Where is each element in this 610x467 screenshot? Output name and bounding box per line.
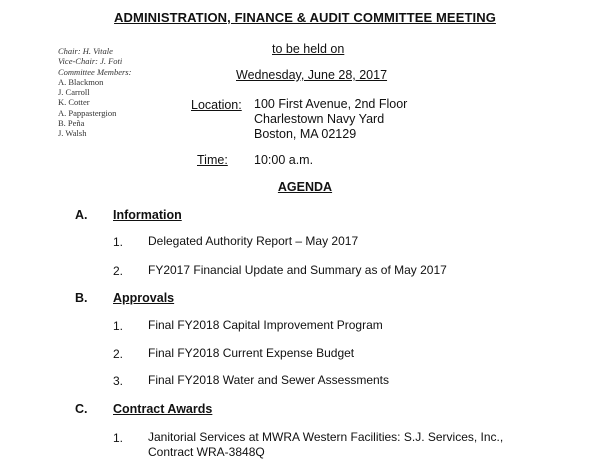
location-address [254,97,407,142]
agenda-item: Final FY2018 Capital Improvement Program [148,318,383,332]
item-number: 2. [113,264,124,278]
member-name: B. Peña [58,118,85,129]
meeting-date: Wednesday, June 28, 2017 [236,68,388,82]
member-name: K. Cotter [58,97,90,108]
agenda-item-line: Contract WRA-3848Q [148,445,265,459]
agenda-item: FY2017 Financial Update and Summary as of May 2017 [148,263,447,277]
item-number: 2. [113,347,124,361]
item-number: 3. [113,374,124,388]
section-letter: B. [75,291,88,305]
agenda-item [148,430,503,460]
page-title: ADMINISTRATION, FINANCE & AUDIT COMMITTEE MEETING [114,10,496,25]
member-name: J. Carroll [58,87,90,98]
section-letter: C. [75,402,88,416]
agenda-item-line: Janitorial Services at MWRA Western Facilities: S.J. Services, Inc., [148,430,504,444]
item-number: 1. [113,431,124,445]
agenda-item: Final FY2018 Water and Sewer Assessments [148,373,389,387]
member-name: A. Blackmon [58,76,104,87]
time-label: Time: [197,153,228,167]
item-number: 1. [113,319,124,333]
location-label: Location: [191,98,242,112]
location-line: 100 First Avenue, 2nd Floor [254,97,408,111]
section-letter: A. [75,208,88,222]
location-line: Charlestown Navy Yard [254,112,385,126]
item-number: 1. [113,235,124,249]
member-name: J. Walsh [58,128,87,139]
committee-members [58,46,131,139]
section-title: Approvals [113,291,175,305]
location-line: Boston, MA 02129 [254,127,357,141]
vice-chair: Vice-Chair: J. Foti [58,56,123,67]
chair: Chair: H. Vitale [58,46,113,56]
meeting-time: 10:00 a.m. [254,153,314,167]
members-label: Committee Members: [58,66,132,77]
agenda-item: Final FY2018 Current Expense Budget [148,346,355,360]
member-name: A. Pappastergion [58,107,117,118]
section-title: Information [113,208,182,222]
section-title: Contract Awards [113,402,213,416]
held-on-text: to be held on [272,42,345,56]
agenda-title: AGENDA [277,180,333,194]
agenda-item: Delegated Authority Report – May 2017 [148,234,359,248]
